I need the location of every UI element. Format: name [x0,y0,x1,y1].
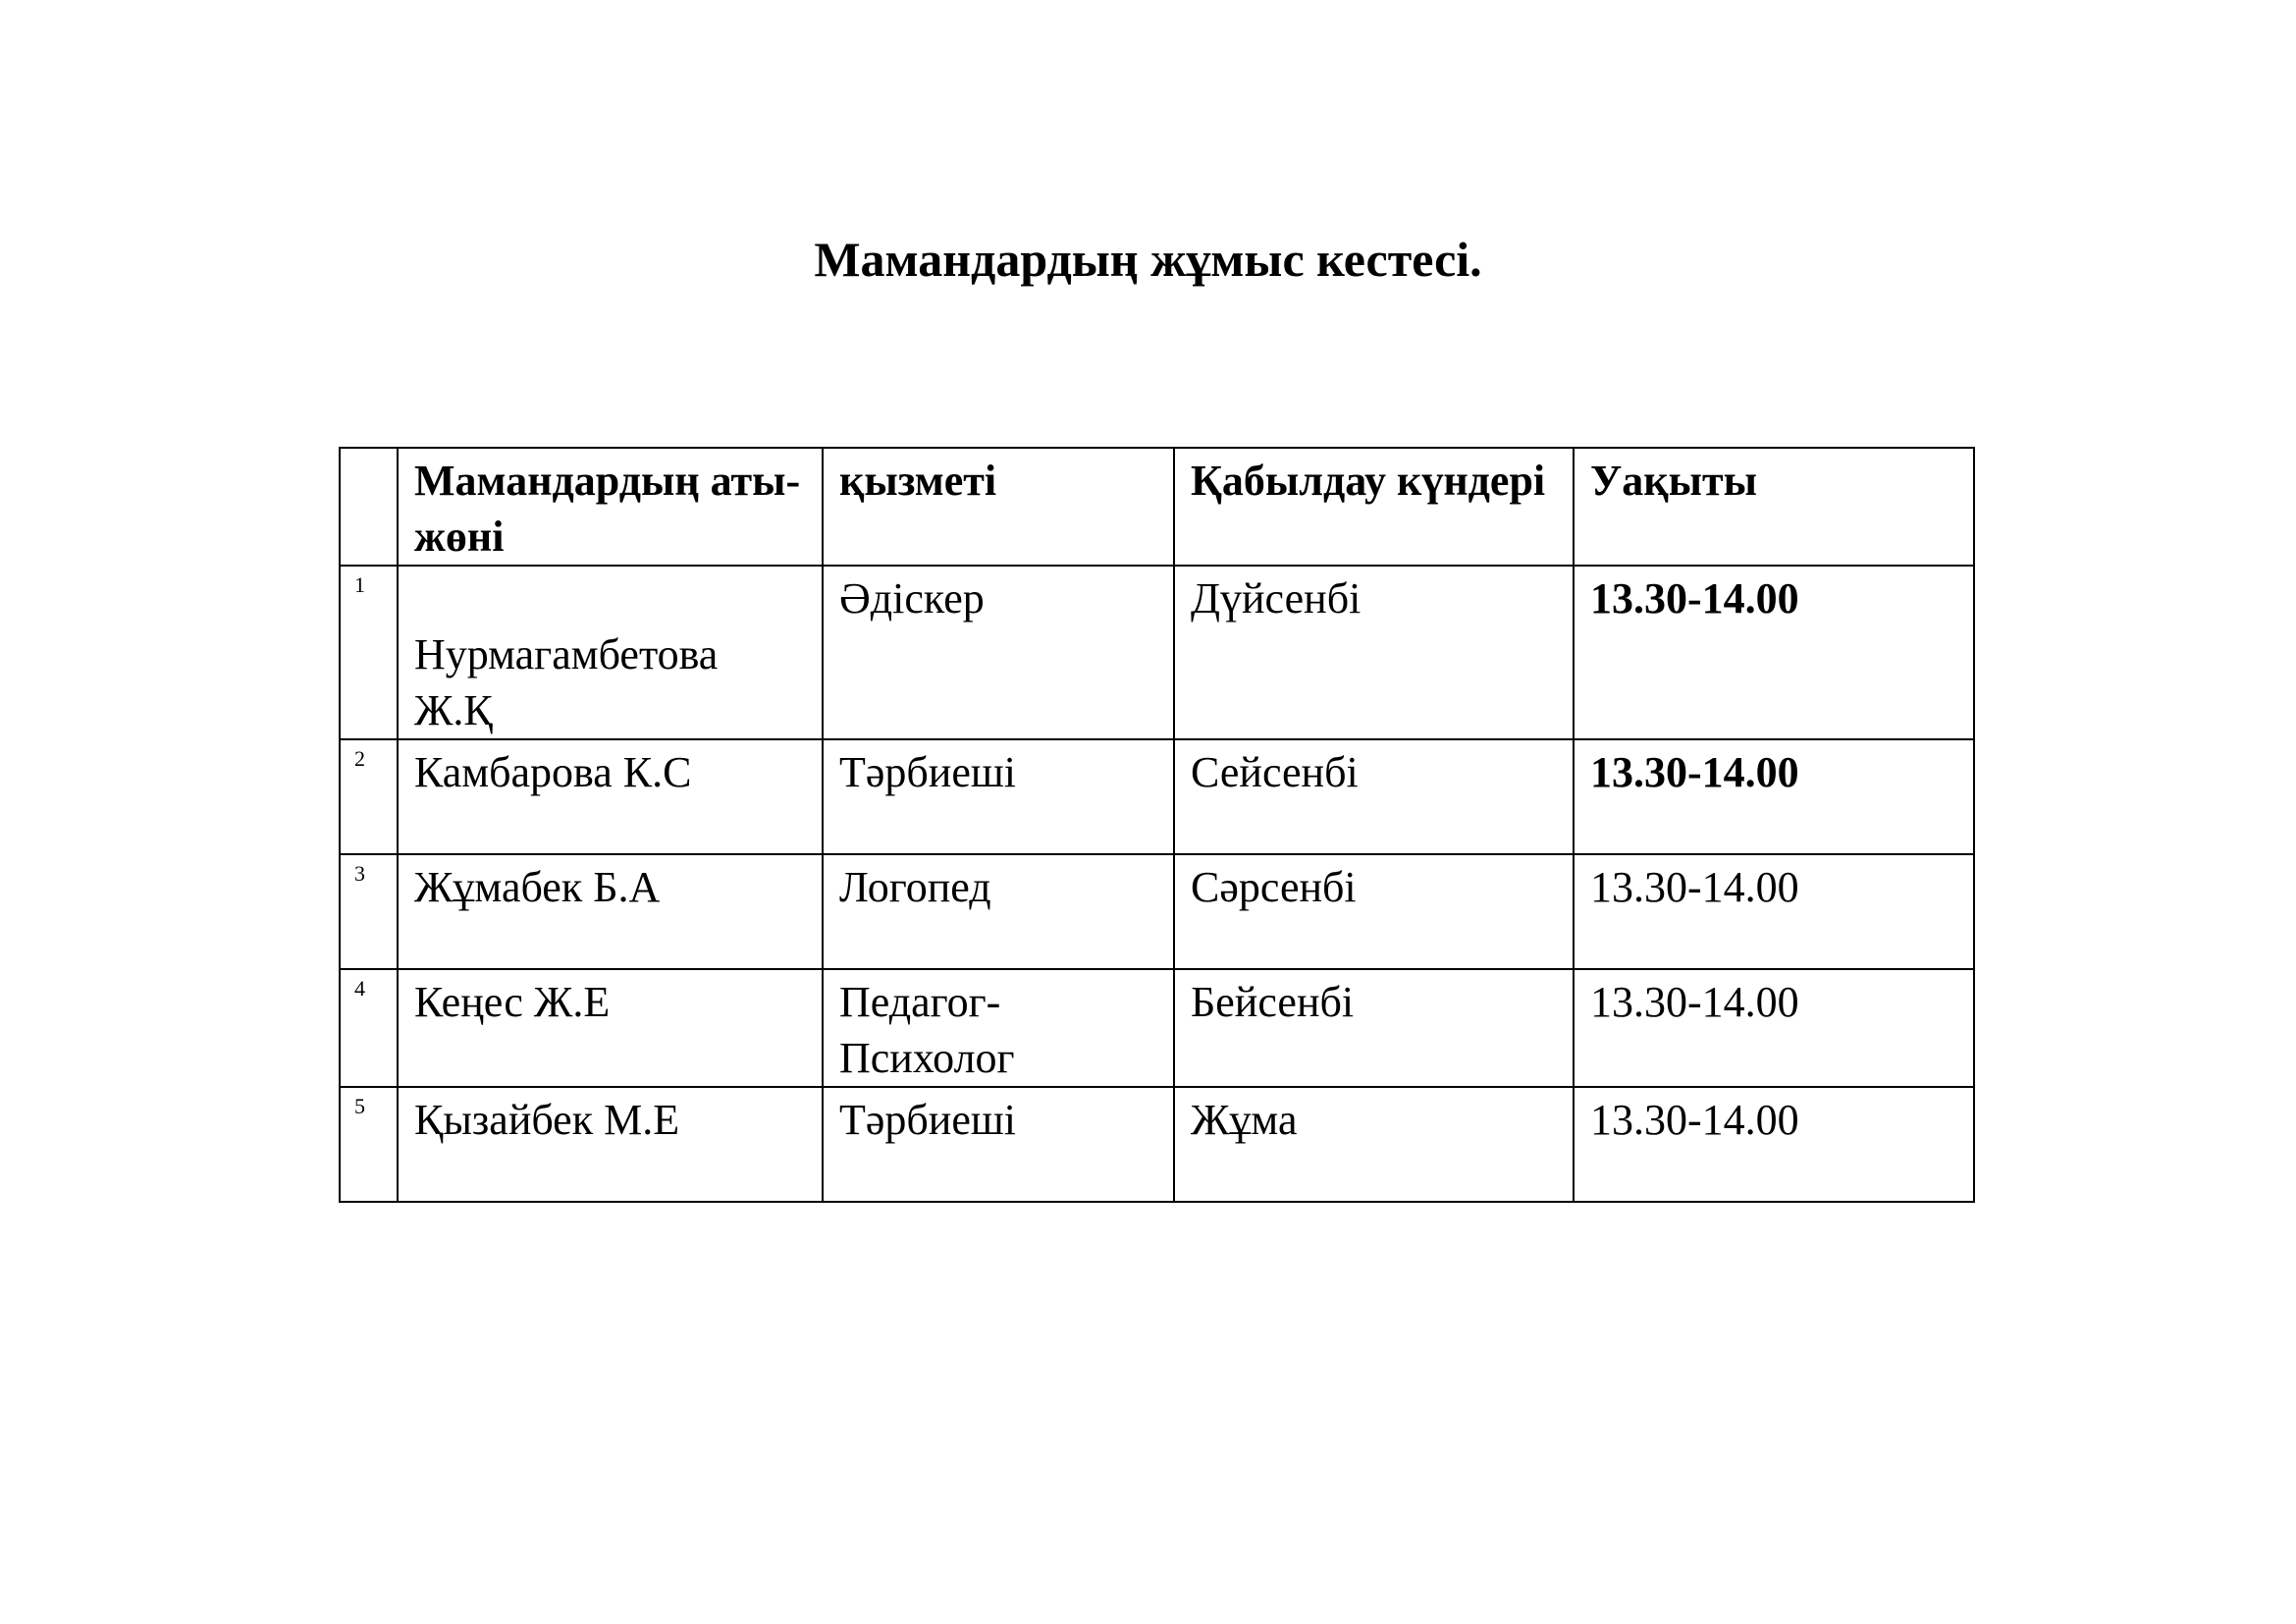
page-title: Мамандардың жұмыс кестесі. [814,232,1482,287]
name-cell: Қызайбек М.Е [398,1087,823,1202]
time-cell: 13.30-14.00 [1574,1087,1974,1202]
table-row [340,854,1974,969]
name-cell: Жұмабек Б.А [398,854,823,969]
name-cell: Камбарова К.С [398,739,823,854]
position-cell: Тәрбиеші [823,1087,1174,1202]
position-cell: Педагог-Психолог [823,969,1174,1087]
time-cell: 13.30-14.00 [1574,969,1974,1087]
header-position: қызметі [823,448,1174,566]
table-header-row [340,448,1974,566]
name-cell [398,566,823,739]
day-cell: Дүйсенбі [1174,566,1574,739]
table-row [340,739,1974,854]
name-cell: Кеңес Ж.Е [398,969,823,1087]
row-number: 1 [340,566,398,739]
table-row [340,1087,1974,1202]
time-cell: 13.30-14.00 [1574,566,1974,739]
schedule-table [339,447,1975,1203]
row-number: 5 [340,1087,398,1202]
row-number: 4 [340,969,398,1087]
day-cell: Жұма [1174,1087,1574,1202]
header-number [340,448,398,566]
table-row [340,969,1974,1087]
row-number: 2 [340,739,398,854]
row-number: 3 [340,854,398,969]
day-cell: Сәрсенбі [1174,854,1574,969]
time-cell: 13.30-14.00 [1574,739,1974,854]
position-cell: Тәрбиеші [823,739,1174,854]
day-cell: Сейсенбі [1174,739,1574,854]
header-name: Мамандардың аты-жөні [398,448,823,566]
header-reception-days: Қабылдау күндері [1174,448,1574,566]
position-cell: Әдіскер [823,566,1174,739]
table-row [340,566,1974,739]
day-cell: Бейсенбі [1174,969,1574,1087]
name-text: Нурмагамбетова Ж.Қ [414,630,719,734]
time-cell: 13.30-14.00 [1574,854,1974,969]
header-time: Уақыты [1574,448,1974,566]
position-cell: Логопед [823,854,1174,969]
